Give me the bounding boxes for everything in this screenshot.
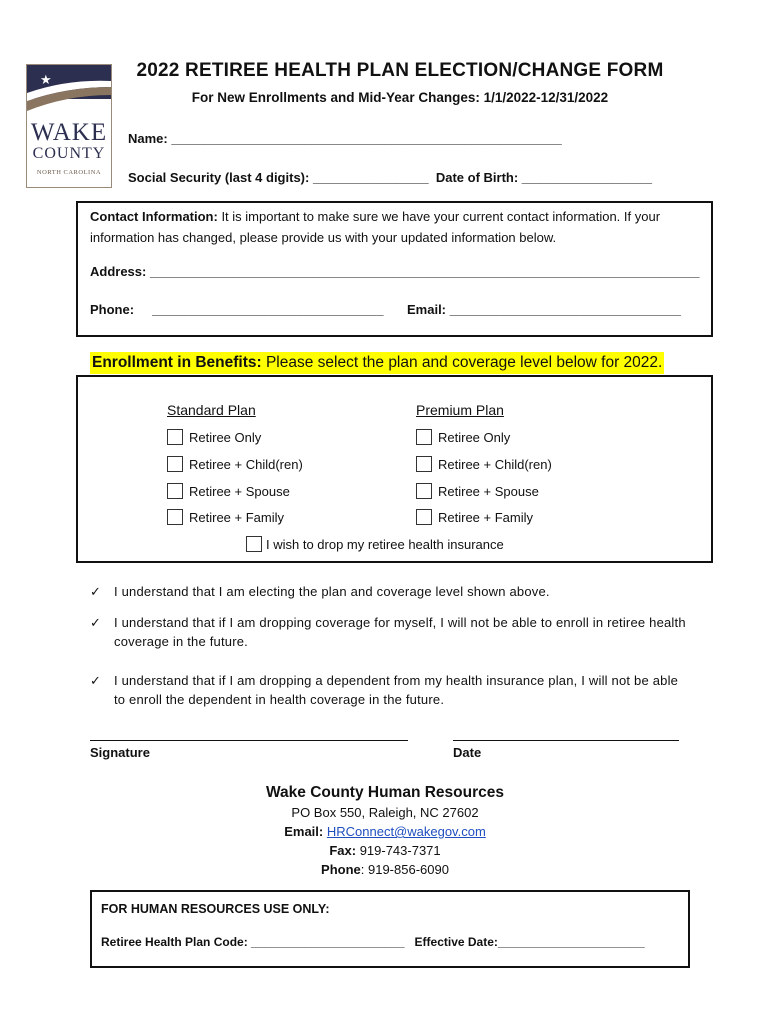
enrollment-heading <box>90 352 664 374</box>
email-field[interactable]: Email: ________________________________ <box>407 302 681 317</box>
logo-state-text: NORTH CAROLINA <box>36 169 102 176</box>
phone-field[interactable]: Phone: ________________________________ <box>90 302 384 317</box>
logo-county-text: COUNTY <box>32 145 106 162</box>
logo-wake-text: WAKE <box>30 119 108 146</box>
ssn-dob-field[interactable]: Social Security (last 4 digits): ________________ Date of Birth: __________________ <box>128 170 652 185</box>
signature-line[interactable] <box>90 740 408 741</box>
hr-address: PO Box 550, Raleigh, NC 27602 <box>291 805 479 820</box>
hr-email-link[interactable]: HRConnect@wakegov.com <box>326 824 486 839</box>
hr-fax-value: 919-743-7371 <box>359 843 441 858</box>
acknowledgement-text: I understand that if I am dropping coverage for myself, I will not be able to enroll in retiree health coverage in the future. <box>114 615 686 649</box>
checkbox[interactable] <box>167 429 183 445</box>
hr-phone-label: Phone <box>321 862 361 877</box>
hr-email-row <box>150 824 620 839</box>
premium-plan-title: Premium Plan <box>416 402 504 418</box>
option-label: Retiree + Child(ren) <box>189 456 303 472</box>
premium-option-retiree-spouse[interactable] <box>416 483 539 499</box>
option-label: Retiree Only <box>189 429 262 445</box>
option-label: I wish to drop my retiree health insurance <box>266 536 504 552</box>
checkbox[interactable] <box>416 483 432 499</box>
star-icon: ★ <box>40 73 52 88</box>
hr-fax-row <box>150 843 620 858</box>
hr-phone-value: : 919-856-6090 <box>360 862 449 877</box>
standard-plan-title: Standard Plan <box>167 402 256 418</box>
standard-option-retiree-children[interactable] <box>167 456 303 472</box>
contact-info-description: It is important to make sure we have your current contact information. If your information has changed, please provide us with your updated information below. <box>90 209 661 245</box>
address-field[interactable]: Address: ____________________________________________________________________________ <box>90 264 700 279</box>
contact-info-label: Contact Information: <box>90 209 218 224</box>
checkmark-icon: ✓ <box>90 615 101 630</box>
option-label: Retiree Only <box>438 429 511 445</box>
checkbox[interactable] <box>416 429 432 445</box>
checkbox[interactable] <box>246 536 262 552</box>
checkbox[interactable] <box>167 509 183 525</box>
acknowledgement-text: I understand that I am electing the plan and coverage level shown above. <box>114 584 550 599</box>
standard-option-retiree-only[interactable] <box>167 429 261 445</box>
standard-option-retiree-family[interactable] <box>167 509 284 525</box>
form-title: 2022 RETIREE HEALTH PLAN ELECTION/CHANGE FORM <box>136 60 664 81</box>
signature-label: Signature <box>90 745 150 760</box>
checkbox[interactable] <box>167 456 183 472</box>
office-use-fields[interactable]: Retiree Health Plan Code: _______________________ Effective Date:______________________ <box>101 935 645 949</box>
standard-option-retiree-spouse[interactable] <box>167 483 290 499</box>
hr-title: Wake County Human Resources <box>265 784 504 801</box>
option-label: Retiree + Child(ren) <box>438 456 552 472</box>
form-subtitle: For New Enrollments and Mid-Year Changes: 1/1/2022-12/31/2022 <box>191 90 609 105</box>
date-label: Date <box>453 745 482 760</box>
checkmark-icon: ✓ <box>90 673 101 688</box>
enrollment-heading-label: Enrollment in Benefits: <box>92 354 262 371</box>
checkbox[interactable] <box>416 456 432 472</box>
option-label: Retiree + Family <box>189 509 284 525</box>
checkmark-icon: ✓ <box>90 584 101 599</box>
premium-option-retiree-family[interactable] <box>416 509 533 525</box>
hr-fax-label: Fax: <box>329 843 357 858</box>
checkbox[interactable] <box>416 509 432 525</box>
contact-info-text <box>90 206 695 248</box>
premium-option-retiree-only[interactable] <box>416 429 510 445</box>
date-line[interactable] <box>453 740 679 741</box>
option-label: Retiree + Spouse <box>189 483 290 499</box>
option-label: Retiree + Family <box>438 509 533 525</box>
checkbox[interactable] <box>167 483 183 499</box>
name-field[interactable]: Name: ______________________________________________________ <box>128 131 562 146</box>
option-label: Retiree + Spouse <box>438 483 539 499</box>
drop-insurance-option[interactable] <box>246 536 504 552</box>
hr-email-label: Email: <box>284 824 324 839</box>
office-use-title: FOR HUMAN RESOURCES USE ONLY: <box>101 902 330 916</box>
wake-county-logo <box>26 64 112 188</box>
premium-option-retiree-children[interactable] <box>416 456 552 472</box>
acknowledgement-text: I understand that if I am dropping a dependent from my health insurance plan, I will not be able to enroll the dependent in health coverage in the future. <box>114 673 679 707</box>
enrollment-heading-text: Please select the plan and coverage level below for 2022. <box>261 354 663 371</box>
hr-phone-row <box>150 862 620 877</box>
